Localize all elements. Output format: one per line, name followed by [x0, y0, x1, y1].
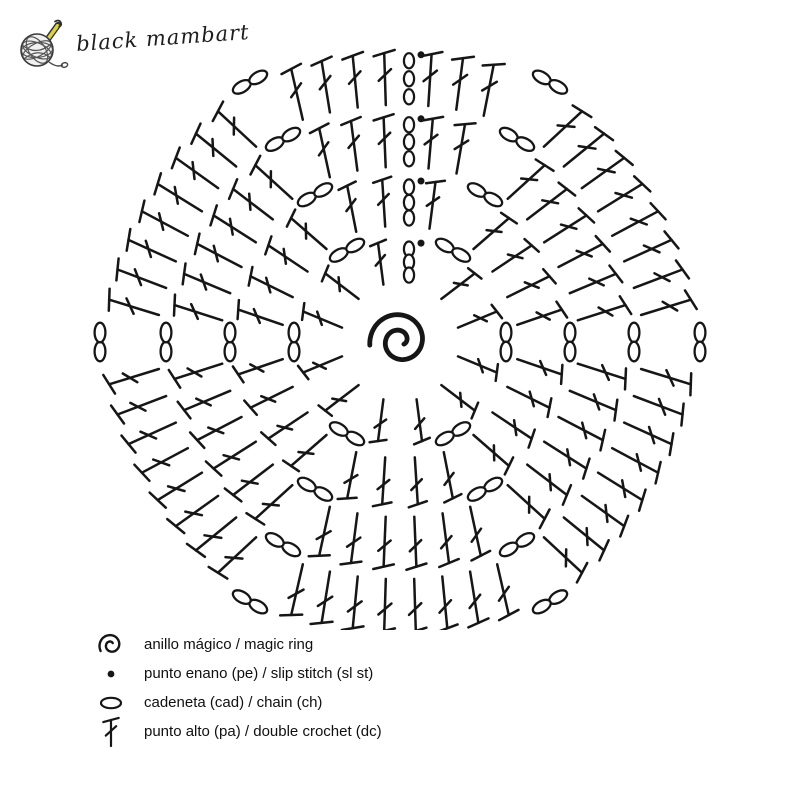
corner-chains — [531, 68, 570, 97]
dc-stitch — [508, 160, 554, 199]
dc-stitch — [167, 496, 218, 533]
dc-stitch — [409, 457, 427, 507]
legend-item-label: anillo mágico / magic ring — [144, 636, 314, 653]
dc-stitch — [342, 577, 364, 631]
round-1 — [289, 236, 512, 448]
corner-chains — [531, 588, 570, 617]
dc-stitch — [405, 579, 426, 630]
corner-chains — [565, 323, 576, 362]
dc-stitch — [641, 290, 697, 315]
legend-item-slip-stitch — [88, 659, 382, 688]
dc-stitch — [310, 124, 330, 178]
chain-oval — [565, 342, 576, 362]
dc-stitch — [624, 423, 673, 455]
dc-stitch — [116, 259, 166, 288]
dc-stitch — [103, 717, 118, 745]
dc-stitch — [191, 124, 236, 167]
dc-stitch — [247, 485, 293, 524]
dc-stitch — [444, 452, 462, 502]
dc-stitch — [517, 359, 562, 384]
yarn-ball-icon — [12, 12, 70, 72]
corner-chains — [501, 323, 512, 362]
chain-oval — [514, 135, 536, 154]
corner-chains — [289, 323, 300, 362]
turning-chain-stack — [404, 178, 425, 226]
legend-item-label: cadeneta (cad) / chain (ch) — [144, 694, 323, 711]
corner-chains — [296, 180, 335, 209]
dc-stitch — [298, 356, 342, 379]
dc-stitch — [319, 385, 359, 416]
dc-stitch — [421, 52, 443, 106]
dc-stitch — [455, 123, 476, 173]
dc-stitch — [109, 289, 159, 315]
chain-oval — [161, 342, 172, 362]
turning-chain-oval — [404, 53, 414, 68]
dc-stitch — [190, 417, 241, 448]
dc-stitch — [612, 203, 665, 236]
round-2 — [225, 177, 576, 508]
turning-chain-stack — [404, 115, 425, 166]
dc-stitch — [312, 57, 332, 113]
dc-stitch — [150, 473, 202, 508]
legend-item-chain — [88, 688, 382, 717]
dc-stitch — [482, 64, 505, 116]
dc-stitch — [370, 240, 386, 285]
chain-oval — [225, 323, 236, 343]
dc-stitch — [634, 261, 689, 288]
dc-stitch — [302, 303, 342, 328]
chain-oval — [247, 68, 269, 87]
chain-oval — [231, 588, 253, 607]
corner-chains — [231, 68, 270, 97]
chain-oval — [289, 323, 300, 343]
dc-stitch — [564, 127, 613, 166]
brand-logo — [12, 12, 250, 72]
chain-oval — [312, 180, 334, 199]
dc-stitch — [570, 266, 623, 294]
corner-chains — [161, 323, 172, 362]
dc-stitch — [127, 229, 176, 261]
dc-stitch — [134, 448, 187, 481]
dc-stitch — [426, 181, 445, 229]
dc-stitch — [229, 179, 273, 219]
corner-chains — [296, 475, 335, 504]
double-crochet-icon — [88, 715, 134, 749]
dc-stitch — [209, 537, 256, 578]
corner-chains — [328, 236, 367, 265]
brand-name: black mambart — [75, 19, 251, 57]
corner-chains — [466, 475, 505, 504]
slip-stitch-dot — [418, 51, 425, 58]
dc-stitch — [261, 413, 307, 445]
chain-oval — [498, 540, 520, 559]
dc-stitch — [339, 182, 357, 232]
turning-chain-oval — [404, 179, 414, 194]
corner-chains — [231, 588, 270, 617]
chain-oval — [95, 323, 106, 343]
turning-chain-oval — [404, 117, 414, 132]
corner-chains — [434, 419, 473, 448]
dc-stitch — [544, 537, 587, 582]
chain-oval — [161, 323, 172, 343]
turning-chain-oval — [404, 134, 414, 149]
turning-chain-stack — [404, 51, 425, 104]
dc-stitch — [282, 64, 303, 120]
magic-ring-spiral — [370, 315, 423, 360]
chain-oval — [225, 342, 236, 362]
chain-oval — [434, 429, 456, 448]
dc-stitch — [406, 517, 426, 570]
dc-stitch — [624, 231, 678, 261]
dc-stitch — [174, 295, 222, 321]
dc-stitch — [195, 234, 242, 267]
turning-chain-stack — [404, 240, 425, 283]
chain-oval — [629, 323, 640, 343]
dc-stitch — [439, 513, 458, 567]
dc-stitch — [309, 507, 331, 556]
chain-oval — [695, 342, 706, 362]
dc-stitch — [187, 518, 236, 557]
turning-chain-oval — [404, 89, 414, 104]
dc-stitch — [206, 442, 256, 476]
chain-oval — [280, 125, 302, 144]
corner-chains — [434, 236, 473, 265]
legend-item-label: punto enano (pe) / slip stitch (sl st) — [144, 665, 374, 682]
dc-stitch — [559, 417, 606, 450]
slip-stitch-dot — [418, 115, 425, 122]
dc-stitch — [183, 264, 231, 294]
dc-stitch — [544, 442, 589, 479]
legend — [88, 630, 382, 746]
dc-stitch — [578, 364, 626, 390]
dc-stitch — [507, 269, 555, 297]
dc-stitch — [414, 399, 430, 444]
dc-stitch — [564, 518, 609, 561]
corner-chains — [264, 125, 303, 154]
turning-chain-oval — [404, 71, 414, 86]
chain-oval — [531, 597, 553, 616]
dc-stitch — [169, 364, 222, 388]
slip-stitch-dot — [418, 240, 425, 247]
corner-chains — [466, 180, 505, 209]
dc-stitch — [111, 396, 166, 423]
chain-oval — [344, 236, 366, 255]
dc-stitch — [437, 577, 458, 631]
corner-chains — [264, 530, 303, 559]
dc-stitch — [342, 52, 363, 108]
dc-stitch — [493, 239, 539, 271]
corner-chains — [498, 125, 537, 154]
legend-item-label: punto alto (pa) / double crochet (dc) — [144, 723, 382, 740]
dc-stitch — [213, 102, 256, 147]
dc-stitch — [373, 457, 392, 506]
dc-stitch — [238, 300, 283, 325]
dc-stitch — [341, 513, 362, 564]
double-crochet-symbol — [88, 715, 134, 749]
dc-stitch — [578, 296, 631, 320]
dc-stitch — [374, 50, 395, 105]
chain-oval — [289, 342, 300, 362]
turning-chain-oval — [404, 210, 414, 225]
dc-stitch — [139, 201, 187, 236]
dc-stitch — [287, 210, 327, 249]
corner-chains — [95, 323, 106, 362]
dc-stitch — [249, 267, 293, 297]
dc-stitch — [559, 236, 610, 267]
round-4 — [95, 50, 706, 630]
chain-oval — [695, 323, 706, 343]
legend-item-magic-ring — [88, 630, 382, 659]
dc-stitch — [265, 236, 307, 271]
dc-stitch — [233, 359, 283, 382]
dc-stitch — [470, 507, 490, 561]
legend-item-double-crochet — [88, 717, 382, 746]
dc-stitch — [507, 387, 551, 417]
turning-chain-oval — [404, 195, 414, 210]
dc-stitch — [598, 176, 650, 211]
dc-stitch — [508, 485, 550, 528]
slip-stitch-dot — [418, 178, 425, 185]
dc-stitch — [122, 423, 176, 453]
dc-stitch — [211, 205, 256, 242]
dc-stitch — [474, 213, 517, 249]
dc-stitch — [374, 579, 395, 630]
chain-oval — [95, 342, 106, 362]
chain-oval — [450, 245, 472, 264]
corner-chains — [498, 530, 537, 559]
dc-stitch — [441, 385, 478, 418]
dc-stitch — [374, 114, 394, 167]
dc-stitch — [634, 396, 684, 425]
corner-chains — [629, 323, 640, 362]
chain-oval — [501, 323, 512, 343]
chain-oval — [547, 77, 569, 96]
chain-oval — [565, 323, 576, 343]
dc-stitch — [544, 105, 591, 146]
dc-stitch — [570, 391, 618, 421]
dc-stitch — [458, 305, 502, 328]
dc-stitch — [311, 572, 333, 624]
dc-stitch — [497, 564, 518, 620]
dc-stitch — [544, 208, 594, 242]
dc-stitch — [517, 302, 567, 325]
dc-stitch — [178, 391, 231, 419]
dc-stitch — [493, 413, 535, 448]
dc-stitch — [373, 177, 391, 227]
dc-stitch — [422, 117, 443, 169]
corner-chains — [328, 419, 367, 448]
chain-oval — [482, 190, 504, 209]
dc-stitch — [322, 266, 359, 299]
dc-stitch — [458, 356, 498, 381]
dc-stitch — [527, 183, 575, 220]
dc-stitch — [582, 496, 628, 537]
dc-stitch — [612, 448, 660, 483]
dc-stitch — [370, 399, 387, 442]
turning-chain-oval — [404, 268, 414, 283]
turning-chain-oval — [404, 151, 414, 166]
chain-oval — [466, 484, 488, 503]
dc-stitch — [172, 148, 218, 189]
dc-stitch — [341, 117, 360, 171]
dc-stitch — [283, 435, 326, 471]
dc-stitch — [641, 369, 691, 395]
chain-oval — [264, 530, 286, 549]
dc-stitch — [468, 572, 488, 628]
chain-oval — [501, 342, 512, 362]
dc-stitch — [452, 57, 474, 110]
dc-stitch — [582, 151, 633, 188]
chain-oval — [328, 419, 350, 438]
corner-chains — [695, 323, 706, 362]
dc-stitch — [474, 435, 514, 474]
dc-stitch — [441, 268, 481, 299]
dc-stitch — [244, 387, 292, 415]
dc-stitch — [527, 465, 571, 505]
chain-oval — [629, 342, 640, 362]
dc-stitch — [103, 369, 159, 394]
dc-stitch — [280, 564, 303, 615]
corner-chains — [225, 323, 236, 362]
chain-oval — [296, 475, 318, 494]
dc-stitch — [225, 465, 273, 502]
dc-stitch — [373, 517, 394, 569]
dc-stitch — [251, 156, 293, 199]
dc-stitch — [338, 452, 358, 499]
